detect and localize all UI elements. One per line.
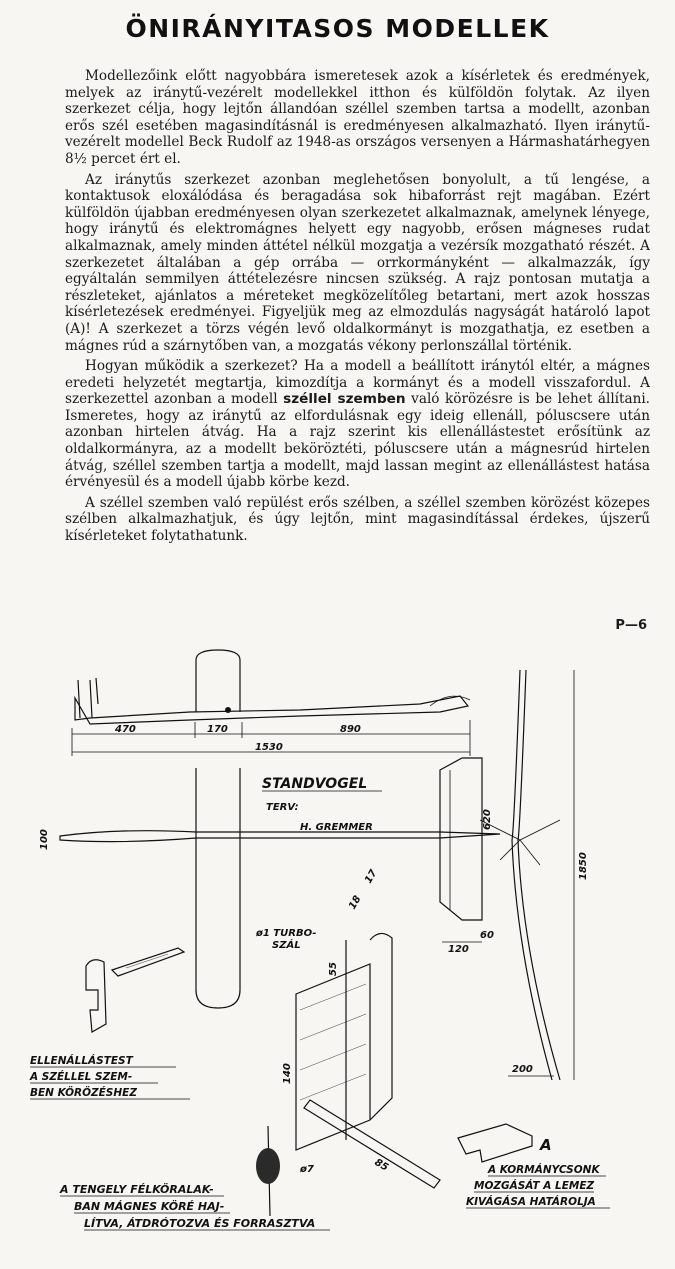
- page-code: P—6: [615, 618, 647, 633]
- label-a: A: [540, 1136, 552, 1154]
- caption-rudder-1: A KORMÁNYCSONK: [488, 1164, 600, 1176]
- dim-7: ø7: [300, 1164, 314, 1175]
- paragraph-1: Modellezőink előtt nagyobbára ismeretesek azok a kísérletek és eredmények, melyek az iránytű-vezérelt modellekkel itthon és külföldön folytak. Az ilyen szerkezet célja, hogy lejtőn állandóan széllel szemben tartsa a modellt, azonban erős szél esetében magasindításnál is eredményesen alkalmazható. Ilyen iránytű-vezérelt modellel Beck Rudolf az 1948-as országos versenyen a Hármashatárhegyen 8½ percet ért el.: [65, 68, 650, 167]
- model-name: STANDVOGEL: [262, 776, 368, 792]
- rudder-mechanism: [255, 868, 552, 1188]
- caption-rudder-3: KIVÁGÁSA HATÁROLJA: [466, 1196, 596, 1208]
- article-body: [65, 68, 650, 549]
- paragraph-3: [65, 358, 650, 491]
- dim-55: 55: [328, 962, 339, 976]
- paragraph-2: Az iránytűs szerkezet azonban meglehetősen bonyolult, a tű lengése, a kontaktusok eloxálódása és beragadása sok hibaforrást rejt magában. Ezért külföldön újabban eredményesen olyan szerkezetet alkalmaznak, amelynek lényege, hogy iránytű és elektromágnes helyett egy nagyobb, erősen mágneses rudat alkalmaznak, amely minden áttétel nélkül mozgatja a vezérsík mozgatható részét. A szerkezetet általában a gép orrába — orrkormányként — alkalmazzák, így egyáltalán semmilyen áttételezésre nincsen szükség. A rajz pontosan mutatja a részleteket, ajánlatos a méreteket megközelítőleg betartani, mert azok hosszas kísérletezések eredményei. Figyeljük meg az elmozdulás nagyságát határoló lapot (A)! A szerkezet a törzs végén levő oldalkormányt is mozgathatja, ez esetben a mágnes rúd a szárnytőben van, a mozgatás vékony perlonszállal történik.: [65, 171, 650, 354]
- dim-200: 200: [512, 1064, 533, 1075]
- model-plan-drawing: [0, 640, 675, 1260]
- turbo-label-2: SZÁL: [272, 940, 301, 951]
- caption-rudder-2: MOZGÁSÁT A LEMEZ: [474, 1180, 595, 1192]
- dim-120: 120: [448, 944, 469, 955]
- caption-resist-2: A SZÉLLEL SZEM-: [30, 1071, 133, 1083]
- caption-axle-2: BAN MÁGNES KÖRÉ HAJ-: [74, 1200, 225, 1213]
- paragraph-3-end: való körözésre is be lehet állítani. Ismeretes, hogy az iránytű az elfordulásnak egy ideig ellenáll, póluscsere után azonban hirtelen átvág. Ha a rajz szerint kis ellenállástestet erősítünk az oldalkormányra, az a modellt beköröztéti, póluscsere után a mágnesrúd hirtelen átvág, széllel szemben tartja a modellt, majd lassan megint az ellenállástest hatása érvényesül és a modell újabb körbe kezd.: [65, 391, 650, 491]
- turbo-label-1: ø1 TURBO-: [256, 928, 317, 939]
- dim-620: 620: [482, 809, 493, 830]
- dim-470: 470: [115, 724, 136, 735]
- dim-100: 100: [39, 829, 50, 850]
- magnet-axle: [256, 1126, 314, 1216]
- dim-85: 85: [372, 1157, 391, 1174]
- designer-label: TERV:: [266, 802, 299, 813]
- dim-18: 18: [347, 893, 364, 912]
- designer-name: H. GREMMER: [300, 822, 373, 833]
- dim-140: 140: [282, 1063, 293, 1084]
- dim-1530: 1530: [255, 742, 283, 753]
- resistance-body: [86, 948, 184, 1032]
- paragraph-3-start: Hogyan működik a szerkezet? Ha a modell a beállított iránytól eltér, a mágnes eredeti helyzetét megtartja, kimozdítja a kormányt és a modell visszafordul. A szerkezettel azonban a modell: [65, 358, 650, 408]
- top-view: [39, 758, 500, 1008]
- dim-1850: 1850: [578, 852, 589, 880]
- caption-axle-3: LÍTVA, ÁTDRÓTOZVA ÉS FORRASZTVA: [84, 1217, 316, 1230]
- side-view: [75, 650, 470, 724]
- paragraph-3-emphasis: széllel szemben: [283, 391, 406, 408]
- dim-60: 60: [480, 930, 494, 941]
- caption-axle-1: A TENGELY FÉLKÖRALAK-: [60, 1183, 214, 1196]
- dim-17: 17: [363, 867, 380, 886]
- dim-890: 890: [340, 724, 361, 735]
- caption-resist-1: ELLENÁLLÁSTEST: [30, 1055, 133, 1067]
- paragraph-4: A széllel szemben való repülést erős szélben, a széllel szemben körözést közepes szélben alkalmazhatjuk, és úgy lejtőn, mint magasindítással érdekes, újszerű kísérleteket folytathatunk.: [65, 494, 650, 545]
- page-title: ÖNIRÁNYITASOS MODELLEK: [125, 14, 550, 43]
- side-dimensions: [72, 720, 470, 756]
- dim-170: 170: [207, 724, 228, 735]
- front-view: [480, 670, 589, 1080]
- caption-resist-3: BEN KÖRÖZÉSHEZ: [30, 1087, 137, 1099]
